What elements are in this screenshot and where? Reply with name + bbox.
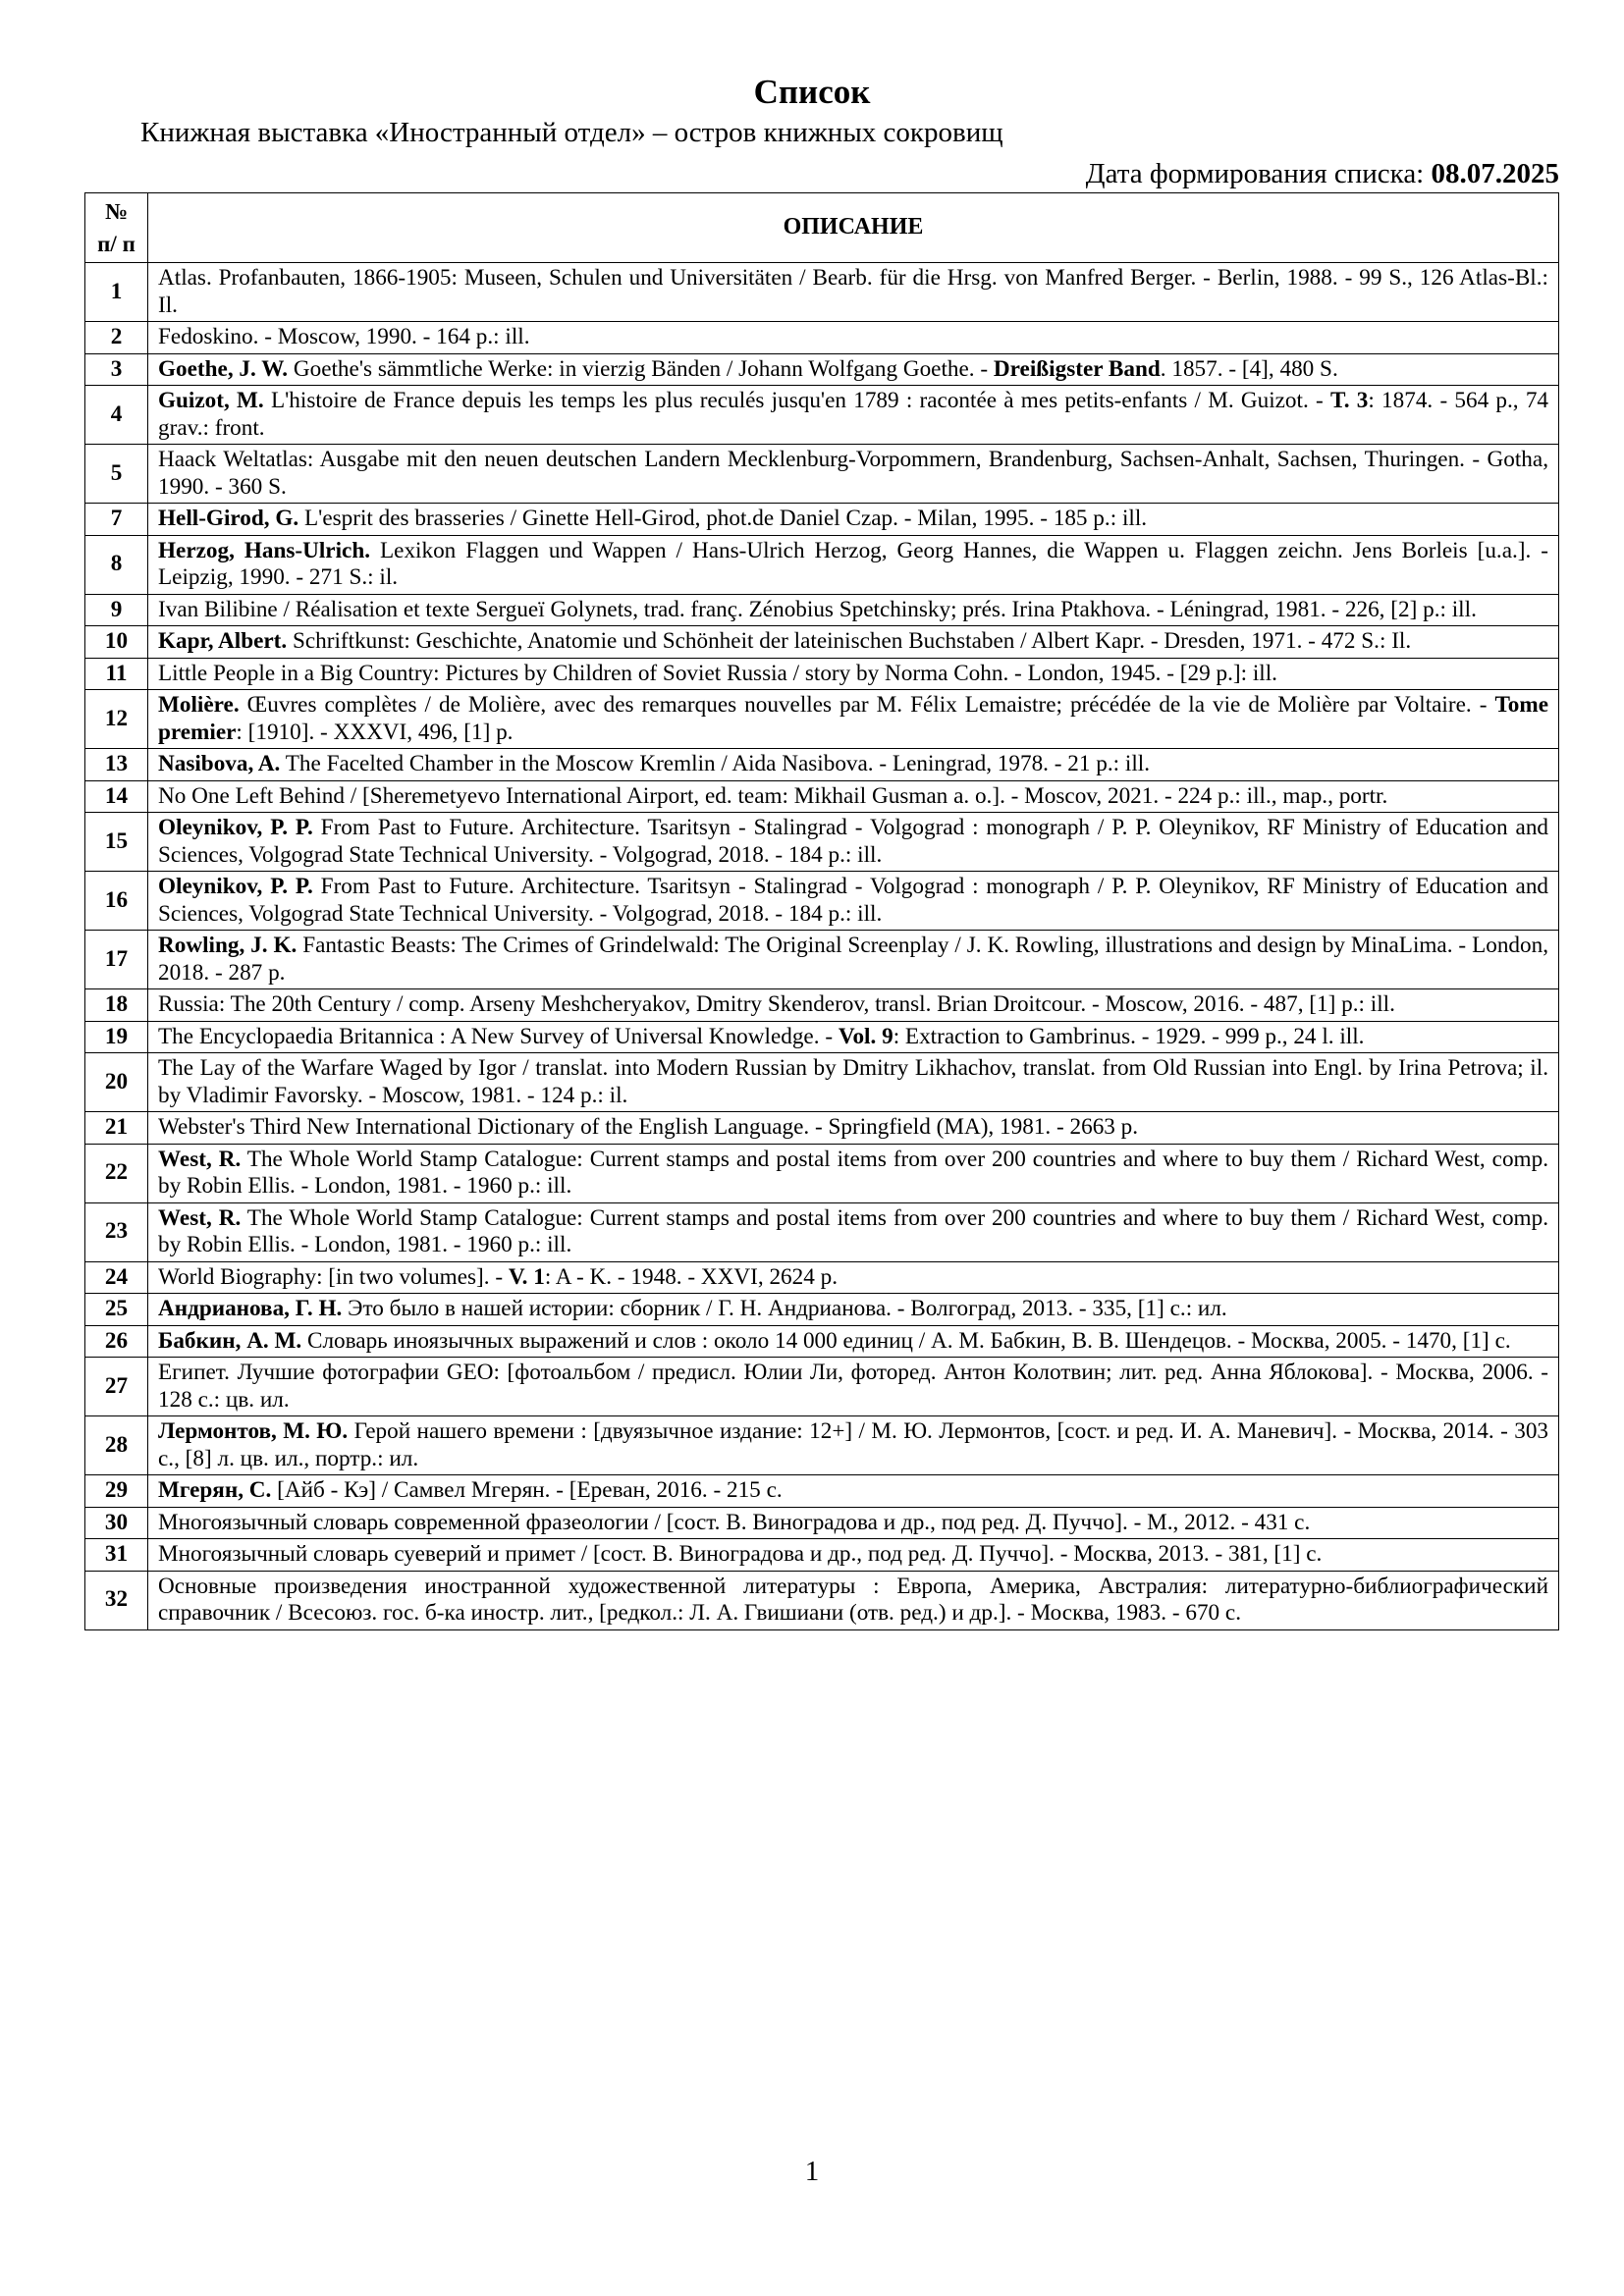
generation-date: [1086, 157, 1559, 190]
row-description: [148, 1539, 1559, 1572]
row-description: [148, 1112, 1559, 1145]
row-number: 5: [85, 445, 148, 504]
row-description: [148, 1416, 1559, 1475]
description-text: Russia: The 20th Century / comp. Arseny Meshcheryakov, Dmitry Skenderov, transl. Brian Droitcour. - Moscow, 2016. - 487, [1] p.: ill.: [158, 991, 1395, 1017]
table-row: [85, 1325, 1559, 1358]
row-number: 4: [85, 386, 148, 445]
author-name: Бабкин, А. М.: [158, 1327, 302, 1354]
row-number: 26: [85, 1325, 148, 1358]
table-row: [85, 872, 1559, 931]
row-description: [148, 594, 1559, 626]
row-description: [148, 504, 1559, 536]
row-number: 27: [85, 1358, 148, 1416]
exhibition-subtitle: Книжная выставка «Иностранный отдел» – остров книжных сокровищ: [140, 117, 1003, 148]
table-row: [85, 1112, 1559, 1145]
table-row: [85, 1416, 1559, 1475]
row-description: [148, 989, 1559, 1022]
description-text: Schriftkunst: Geschichte, Anatomie und Schönheit der lateinischen Buchstaben / Albert Kapr. - Dresden, 1971. - 472 S.: Il.: [292, 628, 1412, 654]
volume-label: T. 3: [1329, 388, 1369, 413]
row-description: [148, 749, 1559, 781]
author-name: Nasibova, A.: [158, 751, 281, 776]
row-number: 22: [85, 1144, 148, 1202]
volume-label: Vol. 9: [838, 1023, 893, 1049]
row-description: [148, 263, 1559, 322]
table-row: [85, 1571, 1559, 1629]
row-number: 7: [85, 504, 148, 536]
author-name: Мгерян, С.: [158, 1477, 272, 1503]
description-text: Fantastic Beasts: The Crimes of Grindelwald: The Original Screenplay / J. K. Rowling, illustrations and design by MinaLima. - London, 2018. - 287 p.: [158, 933, 1549, 986]
row-number: 11: [85, 658, 148, 690]
description-text: Многоязычный словарь суеверий и примет / [сост. В. Виноградова и др., под ред. Д. Пуччо]. - Москва, 2013. - 381, [1] с.: [158, 1541, 1323, 1567]
row-number: 19: [85, 1021, 148, 1053]
volume-label: Tome premier: [158, 692, 1549, 745]
table-row: [85, 780, 1559, 813]
table-row: [85, 1358, 1559, 1416]
table-row: [85, 1021, 1559, 1053]
table-row: [85, 1539, 1559, 1572]
table-row: [85, 690, 1559, 749]
description-text-end: : [1910]. - XXXVI, 496, [1] p.: [236, 719, 514, 745]
row-description: [148, 322, 1559, 354]
table-row: [85, 658, 1559, 690]
row-number: 2: [85, 322, 148, 354]
description-text: The Whole World Stamp Catalogue: Current stamps and postal items from over 200 countries and where to buy them / Richard West, comp. by Robin Ellis. - London, 1981. - 1960 p.: ill.: [158, 1204, 1548, 1257]
column-header-number: № п/ п: [85, 193, 148, 263]
description-text: Герой нашего времени : [двуязычное издание: 12+] / М. Ю. Лермонтов, [сост. и ред. И. А. Маневич]. - Москва, 2014. - 303 с., [8] л. цв. ил., портр.: ил.: [158, 1418, 1549, 1471]
table-body: [85, 263, 1559, 1630]
row-number: 15: [85, 813, 148, 872]
row-description: [148, 1325, 1559, 1358]
page-number: 1: [804, 2156, 820, 2187]
table-row: [85, 263, 1559, 322]
row-description: [148, 1053, 1559, 1112]
date-value: 08.07.2025: [1431, 158, 1559, 189]
author-name: Guizot, M.: [158, 388, 264, 413]
row-description: [148, 1144, 1559, 1202]
author-name: Oleynikov, P. P.: [158, 874, 313, 899]
author-name: Hell-Girod, G.: [158, 506, 299, 531]
description-text: From Past to Future. Architecture. Tsaritsyn - Stalingrad - Volgograd : monograph / P. P. Oleynikov, RF Ministry of Education and Sciences, Volgograd State Technical University. - Volgograd, 2018. - 184 p.: ill.: [158, 874, 1549, 927]
row-number: 18: [85, 989, 148, 1022]
row-number: 29: [85, 1475, 148, 1508]
author-name: West, R.: [158, 1204, 242, 1231]
row-description: [148, 386, 1559, 445]
description-text: Словарь иноязычных выражений и слов : около 14 000 единиц / А. М. Бабкин, В. В. Шендецов. - Москва, 2005. - 1470, [1] с.: [307, 1327, 1511, 1354]
row-description: [148, 780, 1559, 813]
row-number: 23: [85, 1202, 148, 1261]
row-description: [148, 353, 1559, 386]
author-name: Goethe, J. W.: [158, 355, 289, 382]
row-description: [148, 1358, 1559, 1416]
row-description: [148, 1507, 1559, 1539]
description-text: [Айб - Кэ] / Самвел Мгерян. - [Ереван, 2016. - 215 с.: [277, 1477, 783, 1503]
description-text: L'histoire de France depuis les temps les plus reculés jusqu'en 1789 : racontée à mes petits-enfants / M. Guizot. -: [270, 388, 1324, 413]
description-text: Webster's Third New International Dictionary of the English Language. - Springfield (MA), 1981. - 2663 p.: [158, 1114, 1139, 1140]
row-number: 32: [85, 1571, 148, 1629]
row-description: [148, 1261, 1559, 1294]
table-row: [85, 813, 1559, 872]
table-row: [85, 504, 1559, 536]
column-header-description: ОПИСАНИЕ: [148, 193, 1559, 263]
volume-label: Dreißigster Band: [993, 355, 1161, 382]
row-description: [148, 445, 1559, 504]
author-name: Лермонтов, М. Ю.: [158, 1418, 349, 1444]
row-description: [148, 626, 1559, 659]
description-text: Haack Weltatlas: Ausgabe mit den neuen deutschen Landern Mecklenburg-Vorpommern, Brandenburg, Sachsen-Anhalt, Sachsen, Thuringen. - Gotha, 1990. - 360 S.: [158, 447, 1548, 500]
description-text: Goethe's sämmtliche Werke: in vierzig Bänden / Johann Wolfgang Goethe. -: [293, 355, 989, 382]
author-name: Kapr, Albert.: [158, 628, 288, 654]
description-text: The Encyclopaedia Britannica : A New Survey of Universal Knowledge. -: [158, 1023, 834, 1049]
row-number: 30: [85, 1507, 148, 1539]
row-description: [148, 1021, 1559, 1053]
description-text-end: : 1874. - 564 p., 74 grav.: front.: [158, 388, 1549, 441]
row-number: 10: [85, 626, 148, 659]
row-description: [148, 1571, 1559, 1629]
table-row: [85, 626, 1559, 659]
row-number: 3: [85, 353, 148, 386]
table-row: [85, 445, 1559, 504]
description-text: Египет. Лучшие фотографии GEO: [фотоальбом / предисл. Юлии Ли, фоторед. Антон Колотвин; лит. ред. Анна Яблокова]. - Москва, 2006. - 128 с.: цв. ил.: [158, 1360, 1548, 1413]
table-row: [85, 749, 1559, 781]
row-number: 12: [85, 690, 148, 749]
author-name: Molière.: [158, 692, 240, 718]
row-description: [148, 813, 1559, 872]
description-text: Fedoskino. - Moscow, 1990. - 164 p.: ill.: [158, 324, 530, 349]
row-description: [148, 931, 1559, 989]
description-text: The Facelted Chamber in the Moscow Kremlin / Aida Nasibova. - Leningrad, 1978. - 21 p.: ill.: [285, 751, 1151, 776]
author-name: Oleynikov, P. P.: [158, 815, 313, 840]
description-text: L'esprit des brasseries / Ginette Hell-Girod, phot.de Daniel Czap. - Milan, 1995. - 185 p.: ill.: [304, 506, 1148, 531]
row-description: [148, 1475, 1559, 1508]
table-row: [85, 1053, 1559, 1112]
author-name: Herzog, Hans-Ulrich.: [158, 537, 371, 563]
table-row: [85, 1144, 1559, 1202]
volume-label: V. 1: [508, 1263, 545, 1290]
description-text-end: : Extraction to Gambrinus. - 1929. - 999 p., 24 l. ill.: [893, 1023, 1365, 1049]
table-row: [85, 931, 1559, 989]
row-number: 21: [85, 1112, 148, 1145]
description-text: From Past to Future. Architecture. Tsaritsyn - Stalingrad - Volgograd : monograph / P. P. Oleynikov, RF Ministry of Education and Sciences, Volgograd State Technical University. - Volgograd, 2018. - 184 p.: ill.: [158, 815, 1549, 868]
author-name: Андрианова, Г. Н.: [158, 1296, 343, 1321]
table-header-row: [85, 193, 1559, 263]
table-row: [85, 353, 1559, 386]
table-row: [85, 1294, 1559, 1326]
row-description: [148, 690, 1559, 749]
description-text: The Lay of the Warfare Waged by Igor / translat. into Modern Russian by Dmitry Likhachov, translat. from Old Russian into Engl. by Irina Petrova; il. by Vladimir Favorsky. - Moscow, 1981. - 124 p.: il.: [158, 1055, 1548, 1108]
description-text: Это было в нашей истории: сборник / Г. Н. Андрианова. - Волгоград, 2013. - 335, [1] с.: ил.: [348, 1296, 1227, 1321]
row-description: [148, 535, 1559, 594]
row-description: [148, 1294, 1559, 1326]
row-number: 25: [85, 1294, 148, 1326]
author-name: Rowling, J. K.: [158, 933, 298, 958]
description-text: Ivan Bilibine / Réalisation et texte Sergueï Golynets, trad. franç. Zénobius Spetchinsky; prés. Irina Ptakhova. - Léningrad, 1981. - 226, [2] p.: ill.: [158, 596, 1477, 622]
table-row: [85, 1202, 1559, 1261]
row-number: 8: [85, 535, 148, 594]
table-row: [85, 535, 1559, 594]
table-row: [85, 386, 1559, 445]
row-description: [148, 1202, 1559, 1261]
table-row: [85, 989, 1559, 1022]
description-text: Little People in a Big Country: Pictures by Children of Soviet Russia / story by Norma Cohn. - London, 1945. - [29 p.]: ill.: [158, 660, 1277, 686]
description-text: Atlas. Profanbauten, 1866-1905: Museen, Schulen und Universitäten / Bearb. für die Hrsg. von Manfred Berger. - Berlin, 1988. - 99 S., 126 Atlas-Bl.: Il.: [158, 265, 1548, 318]
description-text-end: . 1857. - [4], 480 S.: [1160, 355, 1338, 382]
description-text: Œuvres complètes / de Molière, avec des remarques nouvelles par M. Félix Lemaistre; précédée de la vie de Molière par Voltaire. -: [246, 692, 1488, 718]
author-name: West, R.: [158, 1146, 242, 1172]
row-number: 16: [85, 872, 148, 931]
row-number: 20: [85, 1053, 148, 1112]
row-number: 24: [85, 1261, 148, 1294]
description-text: Основные произведения иностранной художественной литературы : Европа, Америка, Австралия: литературно-библиографический справочник / Всесоюз. гос. б-ка иностр. лит., [редкол.: Л. А. Гвишиани (отв. ред.) и др.]. - Москва, 1983. - 670 с.: [158, 1573, 1548, 1626]
row-number: 13: [85, 749, 148, 781]
book-list-table: [84, 192, 1559, 1630]
row-number: 17: [85, 931, 148, 989]
table-row: [85, 594, 1559, 626]
row-number: 31: [85, 1539, 148, 1572]
row-number: 9: [85, 594, 148, 626]
description-text: Многоязычный словарь современной фразеологии / [сост. В. Виноградова и др., под ред. Д. Пуччо]. - М., 2012. - 431 с.: [158, 1509, 1311, 1535]
table-row: [85, 1475, 1559, 1508]
table-row: [85, 1261, 1559, 1294]
description-text: No One Left Behind / [Sheremetyevo International Airport, ed. team: Mikhail Gusman a. o.]. - Moscov, 2021. - 224 p.: ill., map., portr.: [158, 782, 1388, 809]
table-row: [85, 322, 1559, 354]
date-label: Дата формирования списка:: [1085, 158, 1425, 189]
description-text: Lexikon Flaggen und Wappen / Hans-Ulrich Herzog, Georg Hannes, die Wappen u. Flaggen zeichn. Jens Borleis [u.a.]. - Leipzig, 1990. - 271 S.: il.: [158, 537, 1549, 590]
description-text: The Whole World Stamp Catalogue: Current stamps and postal items from over 200 countries and where to buy them / Richard West, comp. by Robin Ellis. - London, 1981. - 1960 p.: ill.: [158, 1146, 1548, 1199]
row-description: [148, 658, 1559, 690]
row-number: 14: [85, 780, 148, 813]
row-number: 1: [85, 263, 148, 322]
description-text-end: : A - K. - 1948. - XXVI, 2624 p.: [544, 1263, 839, 1290]
description-text: World Biography: [in two volumes]. -: [158, 1263, 504, 1290]
row-description: [148, 872, 1559, 931]
table-row: [85, 1507, 1559, 1539]
page-title: Список: [753, 73, 871, 111]
row-number: 28: [85, 1416, 148, 1475]
